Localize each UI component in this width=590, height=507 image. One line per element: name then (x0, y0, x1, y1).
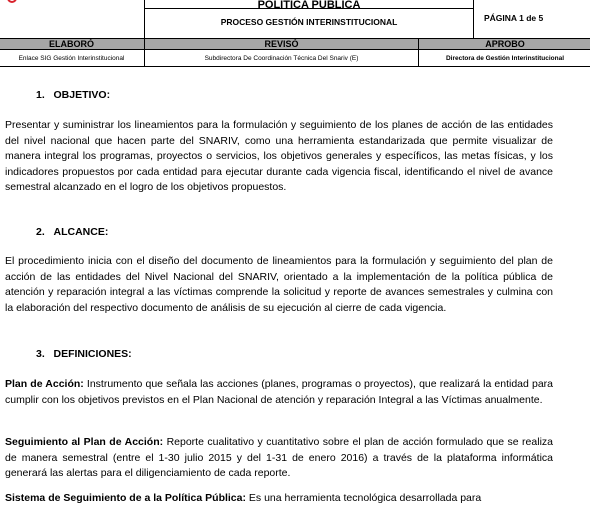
definition-seguimiento (5, 435, 553, 482)
reviso-value: Subdirectora De Coordinación Técnica Del Snariv (E) (144, 49, 419, 67)
definition-plan-de-accion (5, 377, 553, 408)
document-title: POLÍTICA PÚBLICA (144, 0, 474, 9)
definition-term: Sistema de Seguimiento de a la Política Pública: (5, 492, 246, 504)
logo-cell (0, 0, 145, 39)
process-name: PROCESO GESTIÓN INTERINSTITUCIONAL (144, 8, 474, 39)
definition-sistema (5, 491, 553, 507)
page-number: PÁGINA 1 de 5 (473, 0, 590, 39)
section-heading-definiciones: 3. DEFINICIONES: (36, 348, 132, 360)
reviso-label: REVISÓ (144, 38, 419, 50)
section-heading-alcance: 2. ALCANCE: (36, 226, 109, 238)
elaboro-label: ELABORÓ (0, 38, 145, 50)
section-text-alcance: El procedimiento inicia con el diseño del documento de lineamientos para la formulación y seguimiento del plan de acción de las entidades del Nivel Nacional del SNARIV, orientado a la implementación de la política pública de atención y reparación integral a las víctimas comprende la solicitud y reporte de avances semestrales y culmina con la elaboración del respectivo documento de análisis de su ejecución al cierre de cada vigencia. (5, 255, 553, 314)
aprobo-value: Directora de Gestión Interinstitucional (418, 49, 590, 67)
elaboro-value: Enlace SIG Gestión Interinstitucional (0, 49, 145, 67)
definition-text: Reporte cualitativo y cuantitativo sobre el plan de acción formulado que se realiza de manera semestral (entre el 1-30 julio 2015 y del 1-31 de enero 2016) a través de la plataforma informática generará las alertas para el diligenciamiento de cada reporte. (5, 436, 553, 479)
definition-text: Es una herramienta tecnológica desarrollada para (246, 492, 482, 504)
definition-text: Instrumento que señala las acciones (planes, programas o proyectos), que realizará la entidad para cumplir con los objetivos previstos en el Plan Nacional de atención y reparación Integral a las Víctimas anualmente. (5, 378, 553, 406)
section-text-objetivo: Presentar y suministrar los lineamientos para la formulación y seguimiento de los planes de acción de las entidades del nivel nacional que hacen parte del SNARIV, como una herramienta estandarizada que permite visualizar de manera integral los programas, proyectos o servicios, los objetivos generales y específicos, las metas físicas, y los indicadores propuestos por cada entidad para ejecutar durante cada vigencia fiscal, identificando el nivel de avance semestral alcanzado en el logro de los objetivos propuestos. (5, 119, 553, 193)
aprobo-label: APROBO (418, 38, 590, 50)
section-heading-objetivo: 1. OBJETIVO: (36, 89, 111, 101)
document-header (0, 0, 590, 60)
definition-term: Seguimiento al Plan de Acción: (5, 436, 164, 448)
definition-term: Plan de Acción: (5, 378, 84, 390)
logo-icon (7, 0, 17, 3)
